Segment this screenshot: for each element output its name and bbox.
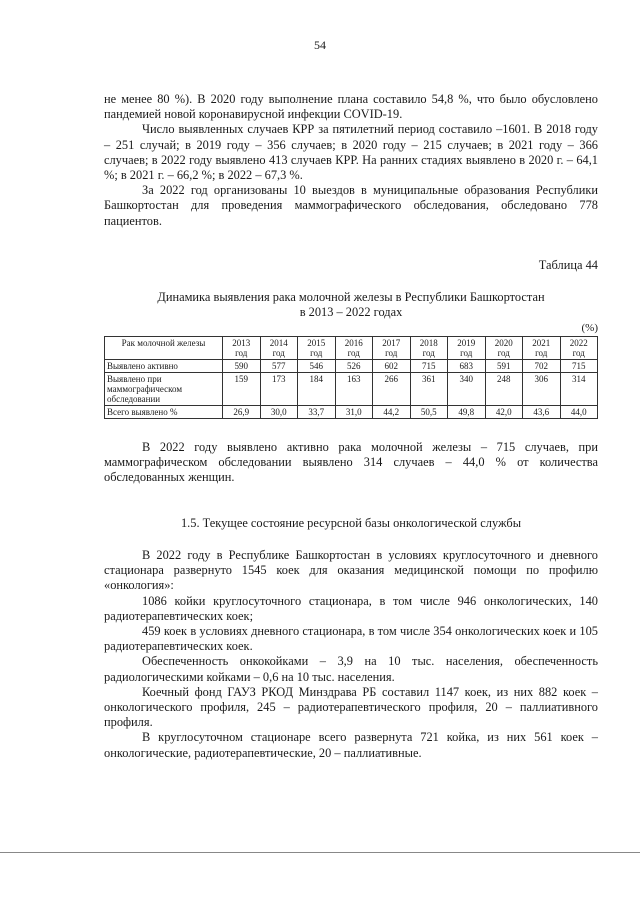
page-number: 54 [314,38,326,52]
summary-text [104,440,598,486]
paragraph: 459 коек в условиях дневного стационара, в том числе 354 онкологических коек и 105 радиотерапевтических коек. [104,624,598,654]
table-row [105,406,598,419]
table-row [105,373,598,406]
table-header-cell: 2017 год [373,337,411,360]
table-cell: 266 [373,373,411,406]
table-cell: 248 [485,373,523,406]
table-cell: 602 [373,360,411,373]
intro-text [104,92,598,229]
table-header-cell: 2021 год [523,337,561,360]
table-cell: 43,6 [523,406,561,419]
table-header-cell: 2022 год [560,337,598,360]
table-cell: 26,9 [223,406,261,419]
paragraph: В 2022 году в Республике Башкортостан в условиях круглосуточного и дневного стационара развернуто 1545 коек для оказания медицинской помощи по профилю «онкология»: [104,548,598,593]
table-cell: 306 [523,373,561,406]
table-cell: 715 [560,360,598,373]
table-cell: 49,8 [448,406,486,419]
table-header-cell: 2014 год [260,337,298,360]
table-cell: 173 [260,373,298,406]
table-cell: 159 [223,373,261,406]
table-cell: 361 [410,373,448,406]
data-table [104,336,598,419]
table-cell: 44,0 [560,406,598,419]
table-cell: 715 [410,360,448,373]
table-cell: 577 [260,360,298,373]
table-header-cell: 2013 год [223,337,261,360]
table-cell: 591 [485,360,523,373]
table-cell: 44,2 [373,406,411,419]
table-cell: 340 [448,373,486,406]
table-row-label: Выявлено активно [105,360,223,373]
table-title-line: Динамика выявления рака молочной железы в Республики Башкортостан [157,290,545,304]
paragraph: не менее 80 %). В 2020 году выполнение плана составило 54,8 %, что было обусловлено пандемией новой коронавирусной инфекции COVID-19. [104,92,598,122]
page-bottom-rule [0,852,640,853]
table-cell: 314 [560,373,598,406]
table-row-label: Выявлено при маммографическом обследовании [105,373,223,406]
table-cell: 184 [298,373,336,406]
table-header-cell: 2019 год [448,337,486,360]
paragraph: В 2022 году выявлено активно рака молочной железы – 715 случаев, при маммографическом обследовании выявлено 314 случаев – 44,0 % от количества обследованных женщин. [104,440,598,485]
table-title-line: в 2013 – 2022 годах [299,305,403,319]
table-cell: 50,5 [410,406,448,419]
paragraph: Коечный фонд ГАУЗ РКОД Минздрава РБ составил 1147 коек, из них 882 коек – онкологического профиля, 245 – радиотерапевтического профиля, 20 – паллиативного профиля. [104,684,598,730]
table-cell: 590 [223,360,261,373]
table-header-cell: 2018 год [410,337,448,360]
table-cell: 546 [298,360,336,373]
paragraph: В круглосуточном стационаре всего развернута 721 койка, из них 561 коек – онкологические, радиотерапевтические, 20 – паллиативные. [104,730,598,760]
table-cell: 702 [523,360,561,373]
paragraph: За 2022 год организованы 10 выездов в муниципальные образования Республики Башкортостан для проведения маммографического обследования, обследовано 778 пациентов. [104,183,598,228]
section-heading: 1.5. Текущее состояние ресурсной базы онкологической службы [180,516,522,530]
resources-text [104,548,598,761]
table-title [104,290,598,320]
paragraph: Обеспеченность онкокойками – 3,9 на 10 тыс. населения, обеспеченность радиологическими койками – 0,6 на 10 тыс. населения. [104,654,598,684]
table-header-cell: 2015 год [298,337,336,360]
table-cell: 33,7 [298,406,336,419]
table-header-cell: 2016 год [335,337,373,360]
table-header-cell: Рак молочной железы [105,337,223,360]
table-cell: 526 [335,360,373,373]
table-row [105,360,598,373]
table-row-label: Всего выявлено % [105,406,223,419]
table-cell: 42,0 [485,406,523,419]
table-header-row [105,337,598,360]
table-cell: 683 [448,360,486,373]
table-cell: 30,0 [260,406,298,419]
paragraph: 1086 койки круглосуточного стационара, в том числе 946 онкологических, 140 радиотерапевтических коек; [104,593,598,623]
table-label: Таблица 44 [538,258,598,272]
paragraph: Число выявленных случаев КРР за пятилетний период составило –1601. В 2018 году – 251 случай; в 2019 году – 356 случаев; в 2020 году – 215 случаев; в 2021 году – 366 случаев; в 2022 году выявлено 413 случаев КРР. На ранних стадиях выявлено в 2020 г. – 64,1 %; в 2021 г. – 66,2 %; в 2022 – 67,3 %. [104,122,598,183]
table-cell: 31,0 [335,406,373,419]
table-header-cell: 2020 год [485,337,523,360]
table-unit: (%) [581,322,598,334]
table-cell: 163 [335,373,373,406]
